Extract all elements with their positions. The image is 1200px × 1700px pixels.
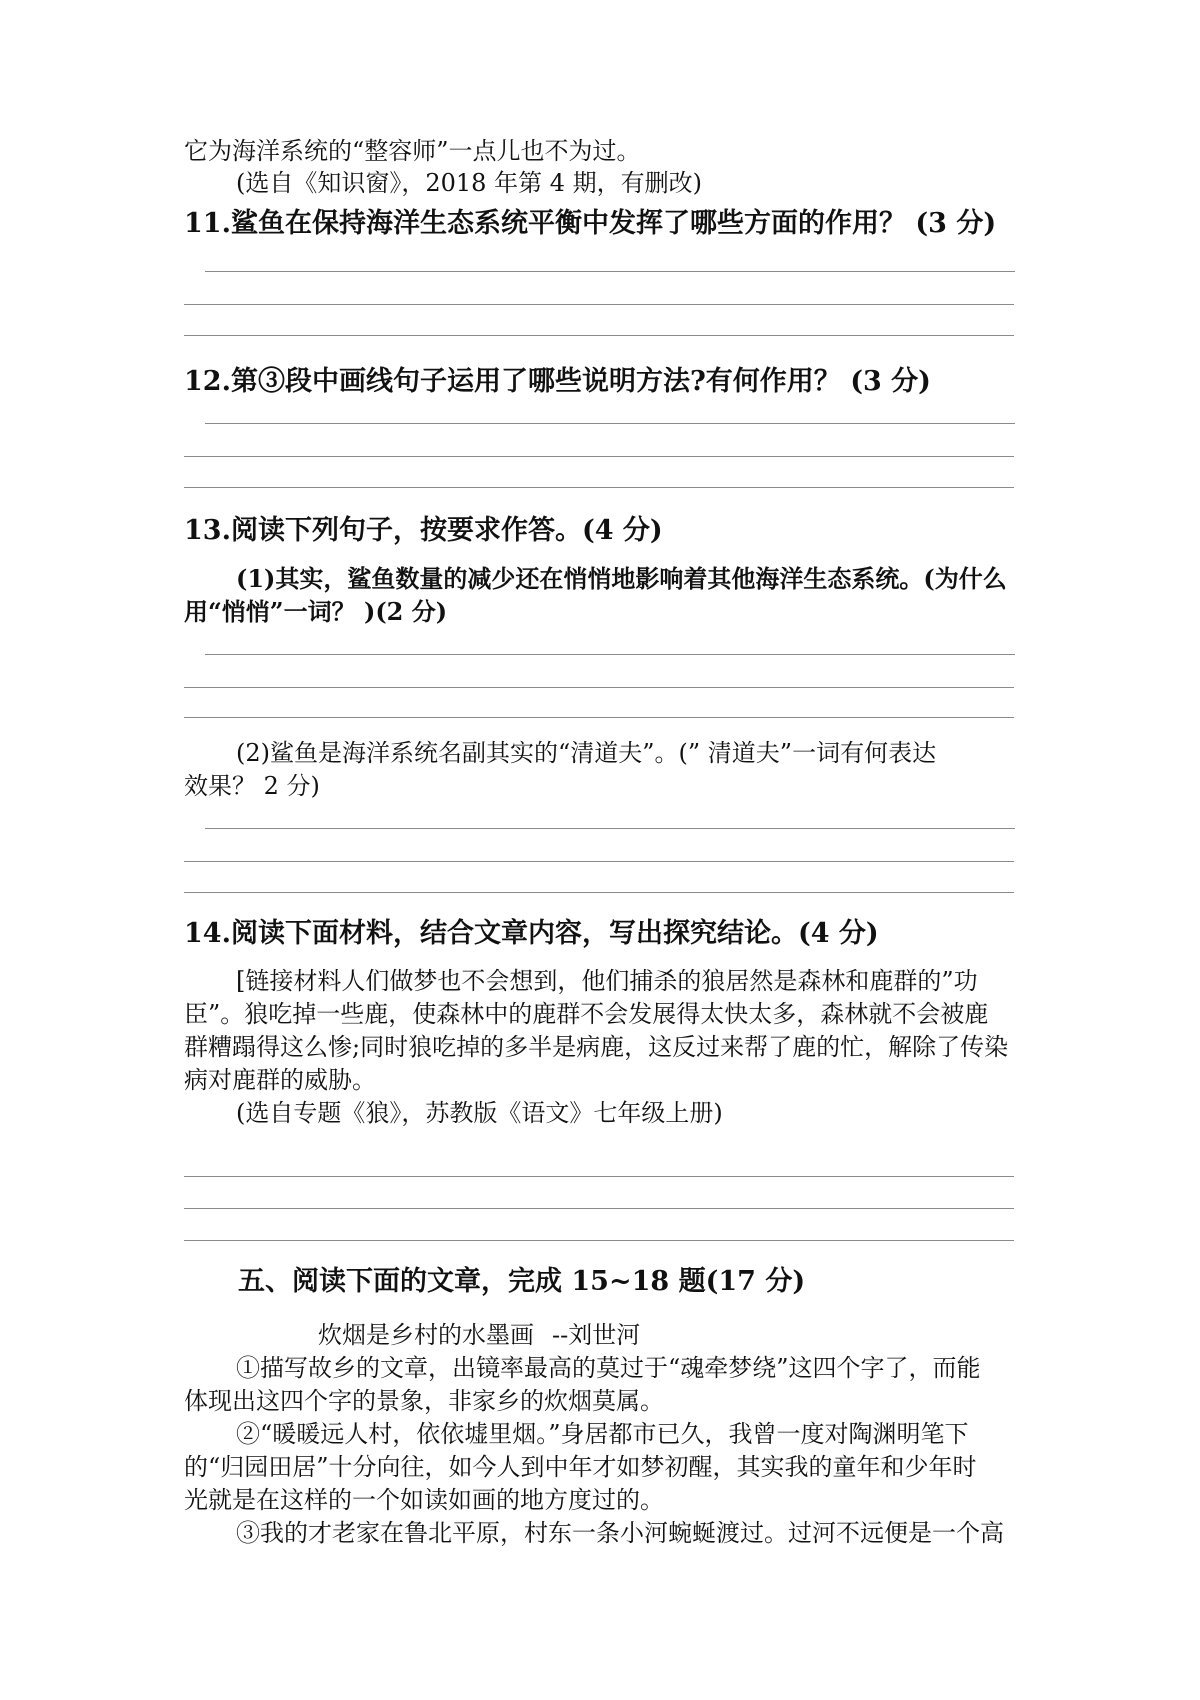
article-title: 炊烟是乡村的水墨画 <box>318 1321 534 1349</box>
answer-line[interactable] <box>184 1176 1014 1177</box>
question-12: 12.第③段中画线句子运用了哪些说明方法?有何作用？ (3 分) <box>184 366 931 397</box>
article-p2-line3: 光就是在这样的一个如读如画的地方度过的。 <box>184 1486 664 1514</box>
article-author: --刘世河 <box>552 1321 641 1349</box>
question-13: 13.阅读下列句子，按要求作答。(4 分) <box>184 515 663 546</box>
article-p3-line1: ③我的才老家在鲁北平原，村东一条小河蜿蜒渡过。过河不远便是一个高 <box>236 1519 1004 1547</box>
section-5-heading: 五、阅读下面的文章，完成 15~18 题(17 分) <box>238 1266 806 1297</box>
intro-line: 它为海洋系统的“整容师”一点儿也不为过。 <box>184 137 641 165</box>
question-13-sub2-line2: 效果？ 2 分) <box>184 772 320 800</box>
answer-line[interactable] <box>184 861 1014 862</box>
answer-line[interactable] <box>184 335 1014 336</box>
question-13-sub1-line2: 用“悄悄”一词？ )(2 分) <box>184 597 448 626</box>
question-14: 14.阅读下面材料，结合文章内容，写出探究结论。(4 分) <box>184 918 879 949</box>
article-p2-line2: 的“归园田居”十分向往，如今人到中年才如梦初醒，其实我的童年和少年时 <box>184 1453 977 1481</box>
answer-line[interactable] <box>205 423 1015 424</box>
answer-line[interactable] <box>184 892 1014 893</box>
answer-line[interactable] <box>184 687 1014 688</box>
article-p2-line1: ②“暖暖远人村，依依墟里烟。”身居都市已久，我曾一度对陶渊明笔下 <box>236 1420 969 1448</box>
answer-line[interactable] <box>205 828 1015 829</box>
q14-material-line3: 群糟蹋得这么惨;同时狼吃掉的多半是病鹿，这反过来帮了鹿的忙，解除了传染 <box>184 1033 1009 1061</box>
answer-line[interactable] <box>184 456 1014 457</box>
question-13-sub1-line1: (1)其实，鲨鱼数量的减少还在悄悄地影响着其他海洋生态系统。(为什么 <box>236 564 1007 593</box>
answer-line[interactable] <box>184 487 1014 488</box>
question-11: 11.鲨鱼在保持海洋生态系统平衡中发挥了哪些方面的作用？ (3 分) <box>184 208 997 239</box>
article-title-line <box>318 1318 640 1352</box>
answer-line[interactable] <box>205 271 1015 272</box>
answer-line[interactable] <box>184 304 1014 305</box>
question-13-sub2-line1: (2)鲨鱼是海洋系统名副其实的“清道夫”。(” 清道夫”一词有何表达 <box>236 739 937 767</box>
intro-source: (选自《知识窗》，2018 年第 4 期，有删改) <box>236 169 702 197</box>
answer-line[interactable] <box>205 654 1015 655</box>
article-p1-line1: ①描写故乡的文章，出镜率最高的莫过于“魂牵梦绕”这四个字了，而能 <box>236 1354 981 1382</box>
answer-line[interactable] <box>184 1240 1014 1241</box>
q14-material-line4: 病对鹿群的威胁。 <box>184 1066 376 1094</box>
q14-source: (选自专题《狼》，苏教版《语文》七年级上册) <box>236 1099 723 1127</box>
article-p1-line2: 体现出这四个字的景象，非家乡的炊烟莫属。 <box>184 1387 664 1415</box>
answer-line[interactable] <box>184 717 1014 718</box>
answer-line[interactable] <box>184 1208 1014 1209</box>
q14-material-line2: 臣”。狼吃掉一些鹿，使森林中的鹿群不会发展得太快太多，森林就不会被鹿 <box>184 1000 989 1028</box>
q14-material-line1: [链接材料人们做梦也不会想到，他们捕杀的狼居然是森林和鹿群的”功 <box>236 967 978 995</box>
